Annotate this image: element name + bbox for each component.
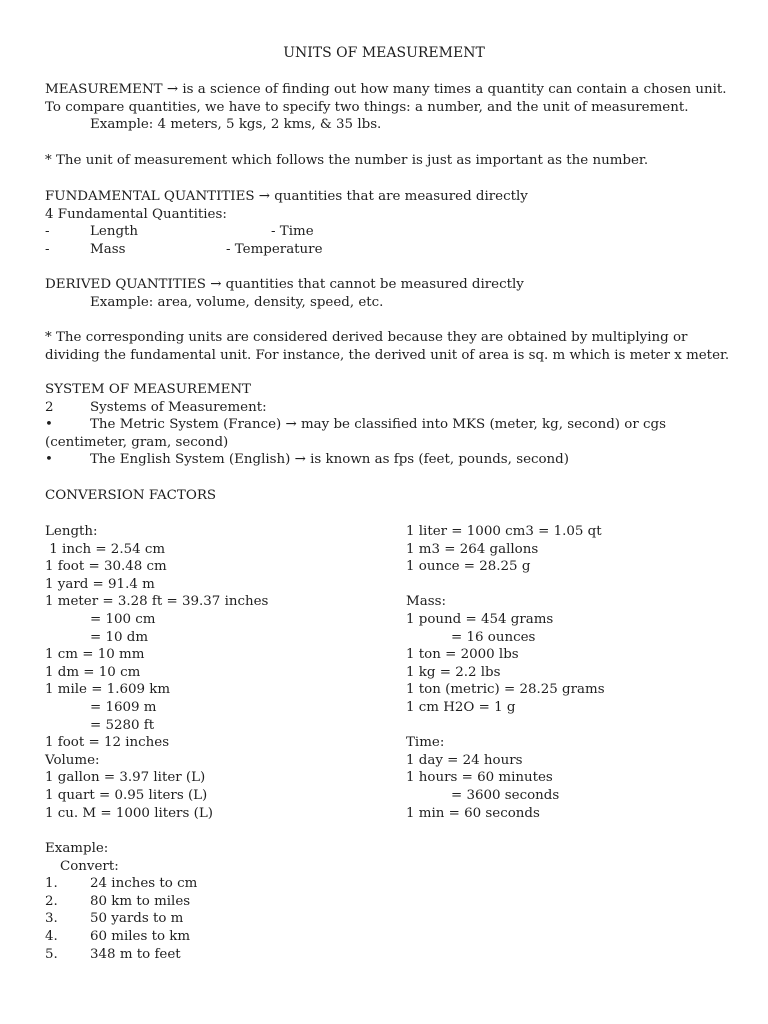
bullet-dot: •	[45, 417, 53, 433]
measurement-section	[45, 81, 738, 134]
conversion-heading: CONVERSION FACTORS	[45, 488, 217, 503]
fundamental-item-length: Length	[90, 224, 139, 240]
list-item-number: 4.	[45, 928, 58, 944]
measurement-definition: MEASUREMENT → is a science of finding out how many times a quantity can contain a chosen unit.	[45, 82, 727, 97]
derived-section	[45, 276, 738, 311]
fundamental-item-mass: Mass	[90, 241, 126, 257]
conversion-line: 1 foot = 12 inches	[45, 735, 170, 751]
system-english-row	[45, 451, 738, 469]
dash-bullet: -	[45, 241, 50, 257]
conversion-line: 1 kg = 2.2 lbs	[406, 664, 501, 680]
conversion-line: 1 liter = 1000 cm3 = 1.05 qt	[406, 524, 602, 539]
list-item-text: 60 miles to km	[90, 928, 191, 944]
conversion-line: Mass:	[406, 594, 446, 610]
conversion-line: 1 foot = 30.48 cm	[45, 559, 167, 575]
conversion-line: = 100 cm	[90, 611, 156, 627]
conversion-line: = 3600 seconds	[451, 787, 560, 803]
conversion-line: 1 ounce = 28.25 g	[406, 559, 531, 575]
conversion-left-column	[45, 523, 395, 822]
list-item-number: 5.	[45, 946, 58, 962]
system-metric-row	[45, 416, 738, 434]
system-count-number: 2	[45, 399, 54, 415]
conversion-line: 1 cm = 10 mm	[45, 647, 145, 663]
note-unit-importance-text: * The unit of measurement which follows the number is just as important as the number.	[45, 153, 649, 168]
conversion-line: 1 min = 60 seconds	[406, 805, 540, 821]
bullet-dot: •	[45, 452, 53, 468]
system-section	[45, 381, 738, 469]
conversion-line: 1 ton = 2000 lbs	[406, 647, 519, 663]
conversion-line: 1 quart = 0.95 liters (L)	[45, 787, 208, 803]
conversion-line: 1 meter = 3.28 ft = 39.37 inches	[45, 594, 269, 610]
example-section	[45, 840, 738, 963]
measurement-example: Example: 4 meters, 5 kgs, 2 kms, & 35 lbs.	[90, 117, 382, 133]
page-title: UNITS OF MEASUREMENT	[283, 45, 485, 61]
fundamental-item-time: - Time	[271, 224, 314, 240]
conversion-line: 1 inch = 2.54 cm	[45, 541, 166, 557]
fundamental-count: 4 Fundamental Quantities:	[45, 206, 227, 222]
list-item	[45, 893, 738, 911]
system-count-row	[45, 399, 738, 417]
dash-bullet: -	[45, 224, 50, 240]
note-derived-line-2: dividing the fundamental unit. For instance, the derived unit of area is sq. m which is meter x meter.	[45, 347, 730, 363]
conversion-line: = 1609 m	[90, 699, 157, 715]
list-item	[45, 946, 738, 964]
conversion-line: 1 yard = 91.4 m	[45, 576, 155, 592]
system-heading: SYSTEM OF MEASUREMENT	[45, 382, 251, 397]
fundamental-item-row	[45, 241, 738, 259]
example-subheading: Convert:	[60, 858, 119, 874]
fundamental-section	[45, 188, 738, 258]
list-item-text: 80 km to miles	[90, 893, 191, 909]
system-count-text: Systems of Measurement:	[90, 399, 267, 415]
fundamental-item-row	[45, 223, 738, 241]
conversion-line: 1 cu. M = 1000 liters (L)	[45, 805, 213, 821]
conversion-line: 1 day = 24 hours	[406, 752, 523, 768]
conversion-line: 1 m3 = 264 gallons	[406, 541, 539, 557]
list-item-number: 1.	[45, 876, 58, 892]
measurement-comparison: To compare quantities, we have to specify two things: a number, and the unit of measurement.	[45, 99, 689, 115]
list-item-text: 50 yards to m	[90, 911, 184, 927]
note-derived-line-1: * The corresponding units are considered derived because they are obtained by multiplying or	[45, 330, 688, 345]
fundamental-item-temperature: - Temperature	[226, 241, 323, 257]
system-english-text: The English System (English) → is known as fps (feet, pounds, second)	[90, 452, 569, 468]
list-item-text: 24 inches to cm	[90, 876, 198, 892]
conversion-spacer	[406, 717, 746, 735]
conversion-line: Length:	[45, 524, 98, 539]
list-item	[45, 875, 738, 893]
conversion-line: 1 dm = 10 cm	[45, 664, 141, 680]
note-derived-units	[45, 329, 738, 364]
conversion-spacer	[406, 576, 746, 594]
conversion-line: = 16 ounces	[451, 629, 536, 645]
list-item-number: 2.	[45, 893, 58, 909]
conversion-line: 1 pound = 454 grams	[406, 611, 554, 627]
conversion-line: = 10 dm	[90, 629, 149, 645]
system-metric-text: The Metric System (France) → may be classified into MKS (meter, kg, second) or cgs	[90, 417, 666, 433]
system-metric-continuation: (centimeter, gram, second)	[45, 434, 229, 450]
conversion-heading-block	[45, 487, 738, 505]
conversion-line: 1 mile = 1.609 km	[45, 682, 171, 698]
derived-heading: DERIVED QUANTITIES → quantities that cannot be measured directly	[45, 277, 524, 292]
example-heading: Example:	[45, 841, 109, 856]
conversion-line: 1 ton (metric) = 28.25 grams	[406, 682, 605, 698]
conversion-line: = 5280 ft	[90, 717, 155, 733]
note-unit-importance	[45, 152, 738, 170]
fundamental-heading: FUNDAMENTAL QUANTITIES → quantities that are measured directly	[45, 189, 528, 204]
list-item	[45, 910, 738, 928]
list-item	[45, 928, 738, 946]
list-item-number: 3.	[45, 911, 58, 927]
derived-example: Example: area, volume, density, speed, etc.	[90, 294, 384, 310]
conversion-line: 1 gallon = 3.97 liter (L)	[45, 770, 206, 786]
conversion-right-column	[406, 523, 746, 822]
conversion-line: 1 cm H2O = 1 g	[406, 699, 516, 715]
conversion-line: 1 hours = 60 minutes	[406, 770, 553, 786]
conversion-line: Volume:	[45, 752, 100, 768]
conversion-line: Time:	[406, 735, 445, 751]
list-item-text: 348 m to feet	[90, 946, 181, 962]
